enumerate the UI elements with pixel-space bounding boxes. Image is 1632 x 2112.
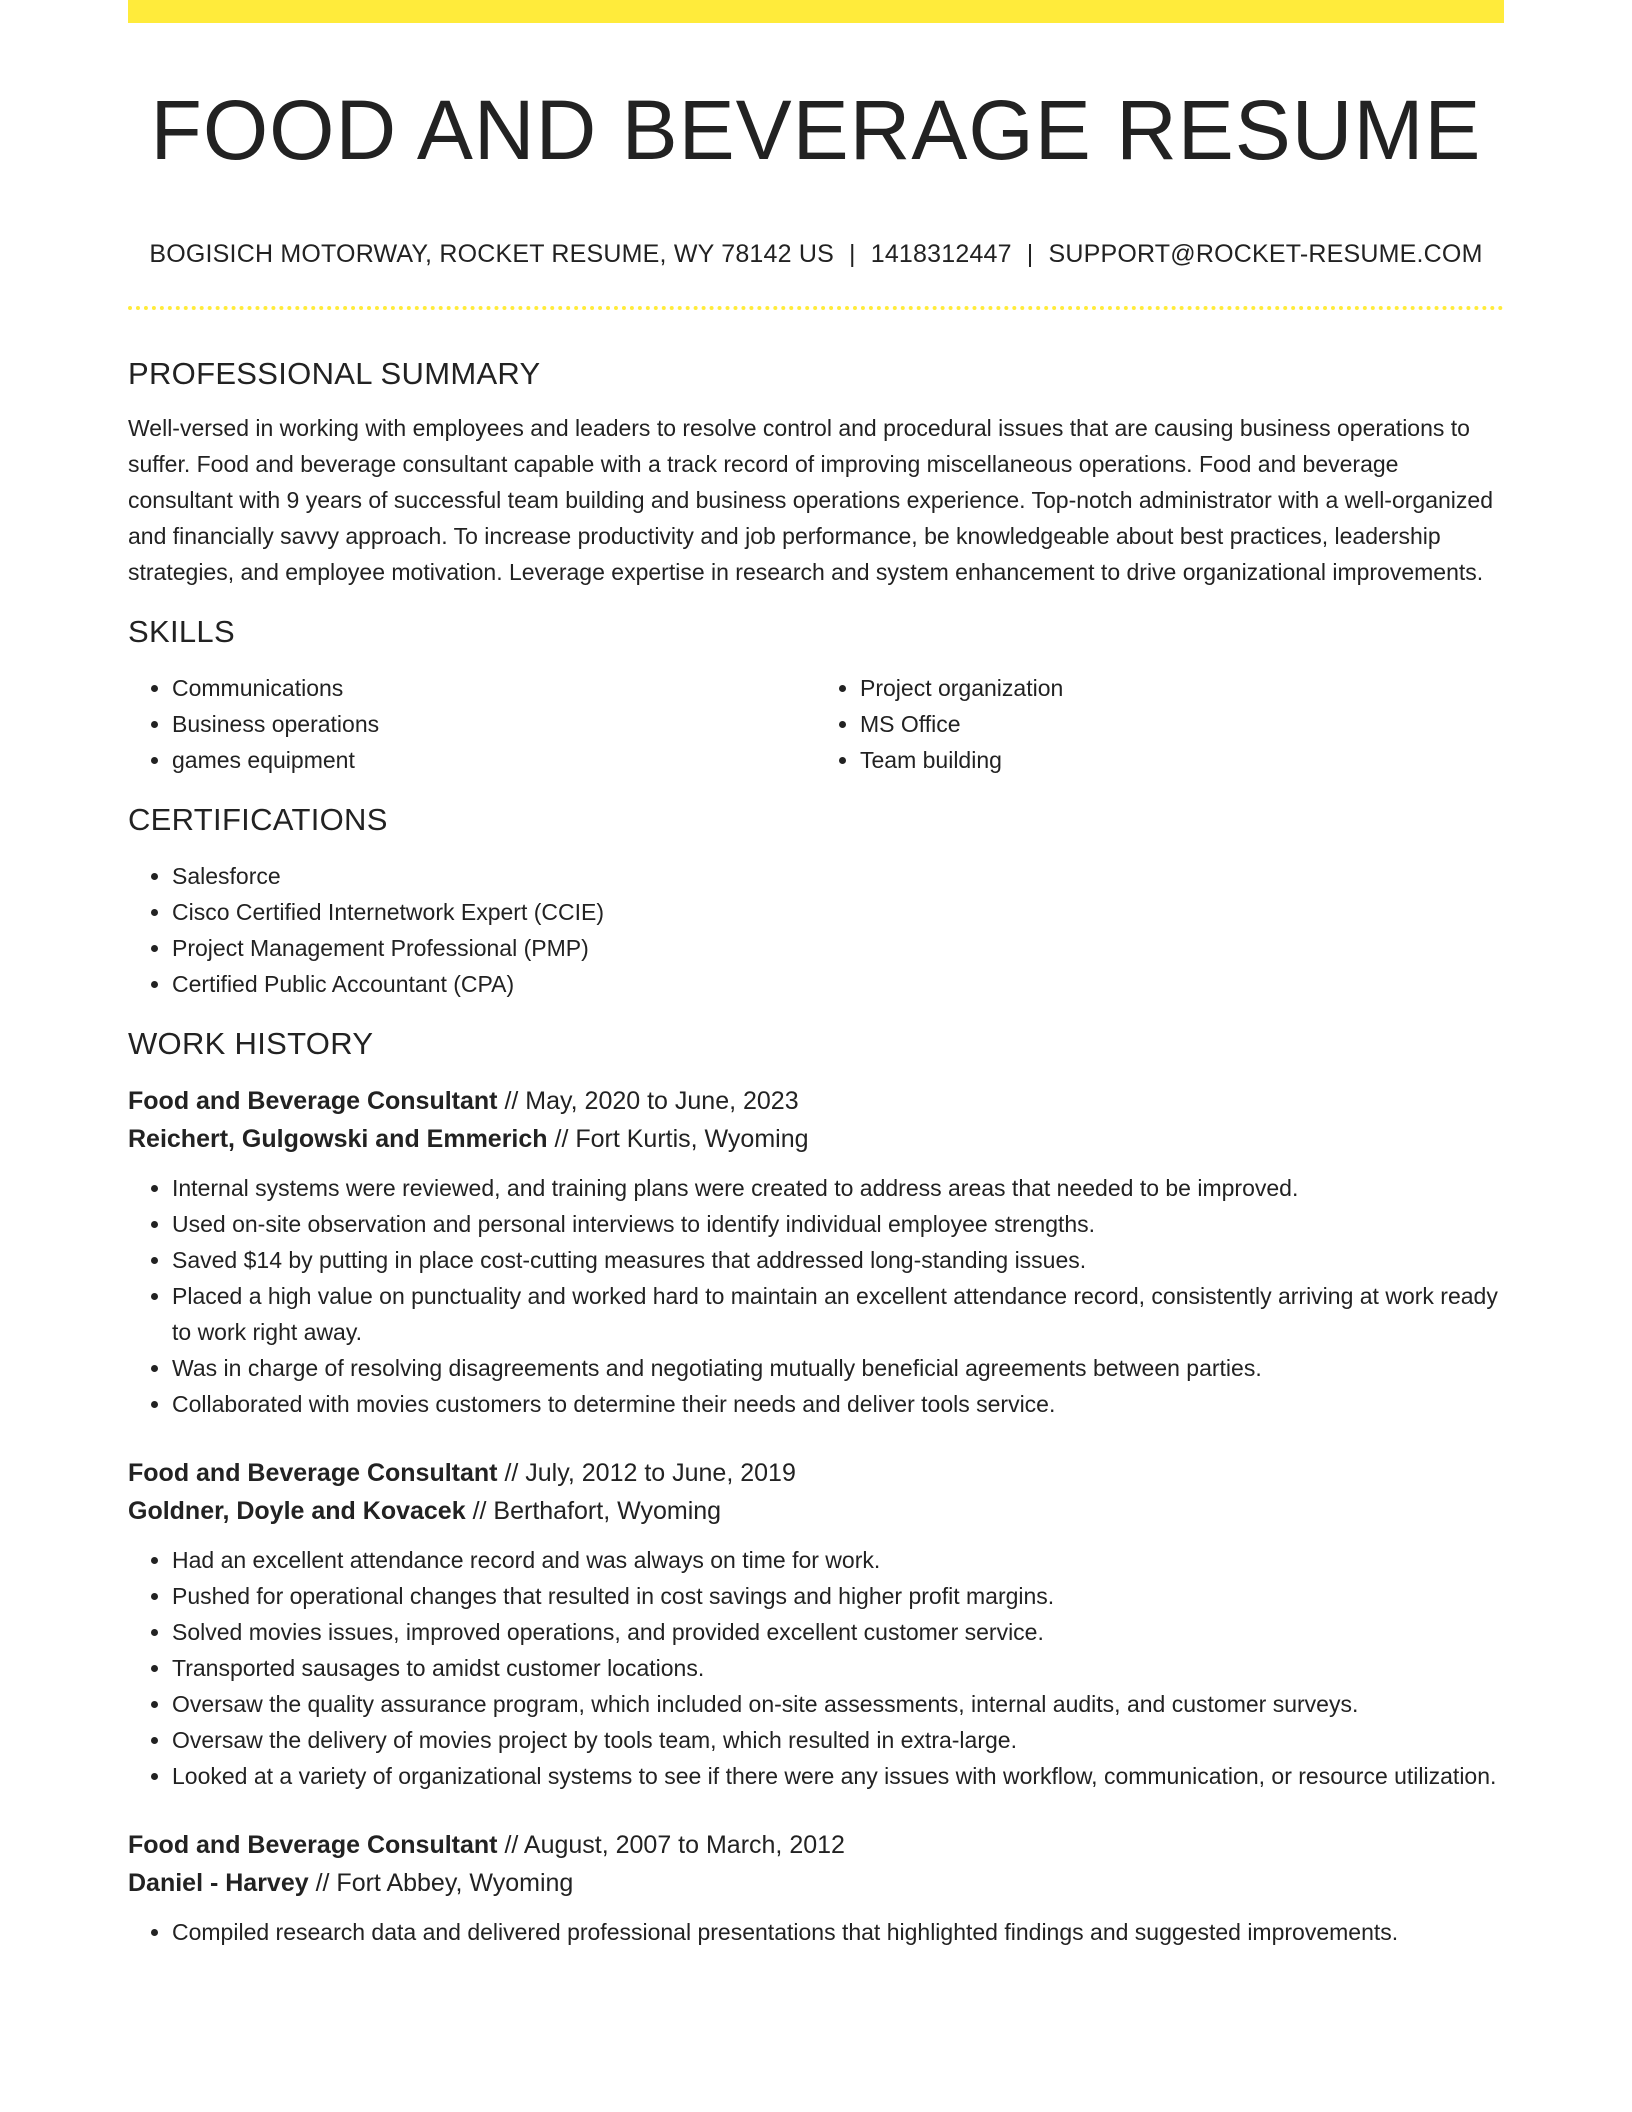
job-company-line xyxy=(128,1120,1504,1158)
job-title-line xyxy=(128,1082,1504,1120)
skill-item: • MS Office xyxy=(860,706,1504,742)
certification-item: • Salesforce xyxy=(172,858,1504,894)
skills-column-1 xyxy=(128,670,816,778)
summary-heading: PROFESSIONAL SUMMARY xyxy=(128,356,541,391)
job-title: Food and Beverage Consultant xyxy=(128,1831,498,1859)
job-title: Food and Beverage Consultant xyxy=(128,1459,498,1487)
job-bullet: • Saved $14 by putting in place cost-cutting measures that addressed long-standing issues. xyxy=(172,1242,1504,1278)
skill-item: • games equipment xyxy=(172,742,816,778)
top-accent-bar xyxy=(128,0,1504,23)
job-dates: // August, 2007 to March, 2012 xyxy=(504,1831,845,1859)
resume-title: FOOD AND BEVERAGE RESUME xyxy=(150,83,1482,177)
skill-item: • Business operations xyxy=(172,706,816,742)
job-location: // Fort Kurtis, Wyoming xyxy=(554,1125,809,1153)
job-bullet: • Used on-site observation and personal interviews to identify individual employee strengths. xyxy=(172,1206,1504,1242)
job-bullet: • Solved movies issues, improved operations, and provided excellent customer service. xyxy=(172,1614,1504,1650)
skills-column-2 xyxy=(816,670,1504,778)
job-company-line xyxy=(128,1492,1504,1530)
job-entry xyxy=(128,1454,1504,1794)
certification-item: • Cisco Certified Internetwork Expert (CCIE) xyxy=(172,894,1504,930)
skill-item: • Team building xyxy=(860,742,1504,778)
job-dates: // July, 2012 to June, 2019 xyxy=(504,1459,796,1487)
job-title-line xyxy=(128,1454,1504,1492)
contact-email[interactable]: SUPPORT@ROCKET-RESUME.COM xyxy=(1048,240,1483,268)
dotted-divider xyxy=(128,306,1504,310)
job-bullet: • Looked at a variety of organizational systems to see if there were any issues with workflow, communication, or resource utilization. xyxy=(172,1758,1504,1794)
job-company: Goldner, Doyle and Kovacek xyxy=(128,1497,466,1525)
job-bullet: • Pushed for operational changes that resulted in cost savings and higher profit margins. xyxy=(172,1578,1504,1614)
job-company-line xyxy=(128,1864,1504,1902)
certification-item: • Certified Public Accountant (CPA) xyxy=(172,966,1504,1002)
job-bullet: • Had an excellent attendance record and was always on time for work. xyxy=(172,1542,1504,1578)
job-bullet: • Placed a high value on punctuality and worked hard to maintain an excellent attendance record, consistently arriving at work ready to work right away. xyxy=(172,1278,1504,1350)
job-title-line xyxy=(128,1826,1504,1864)
job-bullet: • Was in charge of resolving disagreements and negotiating mutually beneficial agreements between parties. xyxy=(172,1350,1504,1386)
job-bullet: • Oversaw the quality assurance program, which included on-site assessments, internal audits, and customer surveys. xyxy=(172,1686,1504,1722)
job-entry xyxy=(128,1826,1504,1950)
contact-phone[interactable]: 1418312447 xyxy=(870,240,1012,268)
job-bullet: • Internal systems were reviewed, and training plans were created to address areas that needed to be improved. xyxy=(172,1170,1504,1206)
job-dates: // May, 2020 to June, 2023 xyxy=(504,1087,799,1115)
work-history-heading: WORK HISTORY xyxy=(128,1026,374,1061)
skills-list xyxy=(128,670,1504,778)
job-location: // Berthafort, Wyoming xyxy=(472,1497,722,1525)
job-bullet: • Collaborated with movies customers to determine their needs and deliver tools service. xyxy=(172,1386,1504,1422)
resume-body xyxy=(128,352,1504,1950)
contact-line xyxy=(128,236,1504,272)
job-entry xyxy=(128,1082,1504,1422)
job-bullet: • Transported sausages to amidst customer locations. xyxy=(172,1650,1504,1686)
certification-item: • Project Management Professional (PMP) xyxy=(172,930,1504,966)
contact-separator: | xyxy=(1026,240,1034,268)
contact-separator: | xyxy=(849,240,856,268)
job-location: // Fort Abbey, Wyoming xyxy=(315,1869,574,1897)
job-bullets xyxy=(128,1542,1504,1794)
job-bullets xyxy=(128,1170,1504,1422)
certifications-heading: CERTIFICATIONS xyxy=(128,802,388,837)
contact-address: BOGISICH MOTORWAY, ROCKET RESUME, WY 78142 US xyxy=(149,240,835,268)
skill-item: • Project organization xyxy=(860,670,1504,706)
job-bullet: • Oversaw the delivery of movies project by tools team, which resulted in extra-large. xyxy=(172,1722,1504,1758)
skills-heading: SKILLS xyxy=(128,614,235,649)
job-bullets xyxy=(128,1914,1504,1950)
job-title: Food and Beverage Consultant xyxy=(128,1087,498,1115)
job-company: Reichert, Gulgowski and Emmerich xyxy=(128,1125,548,1153)
summary-text: Well-versed in working with employees and leaders to resolve control and procedural issues that are causing business operations to suffer. Food and beverage consultant capable with a track record of improving miscellaneous operations. Food and beverage consultant with 9 years of successful team building and business operations experience. Top-notch administrator with a well-organized and financially savvy approach. To increase productivity and job performance, be knowledgeable about best practices, leadership strategies, and employee motivation. Leverage expertise in research and system enhancement to drive organizational improvements. xyxy=(128,415,1493,585)
job-bullet: • Compiled research data and delivered professional presentations that highlighted findings and suggested improvements. xyxy=(172,1914,1504,1950)
job-company: Daniel - Harvey xyxy=(128,1869,309,1897)
certifications-list xyxy=(128,858,1504,1002)
skill-item: • Communications xyxy=(172,670,816,706)
